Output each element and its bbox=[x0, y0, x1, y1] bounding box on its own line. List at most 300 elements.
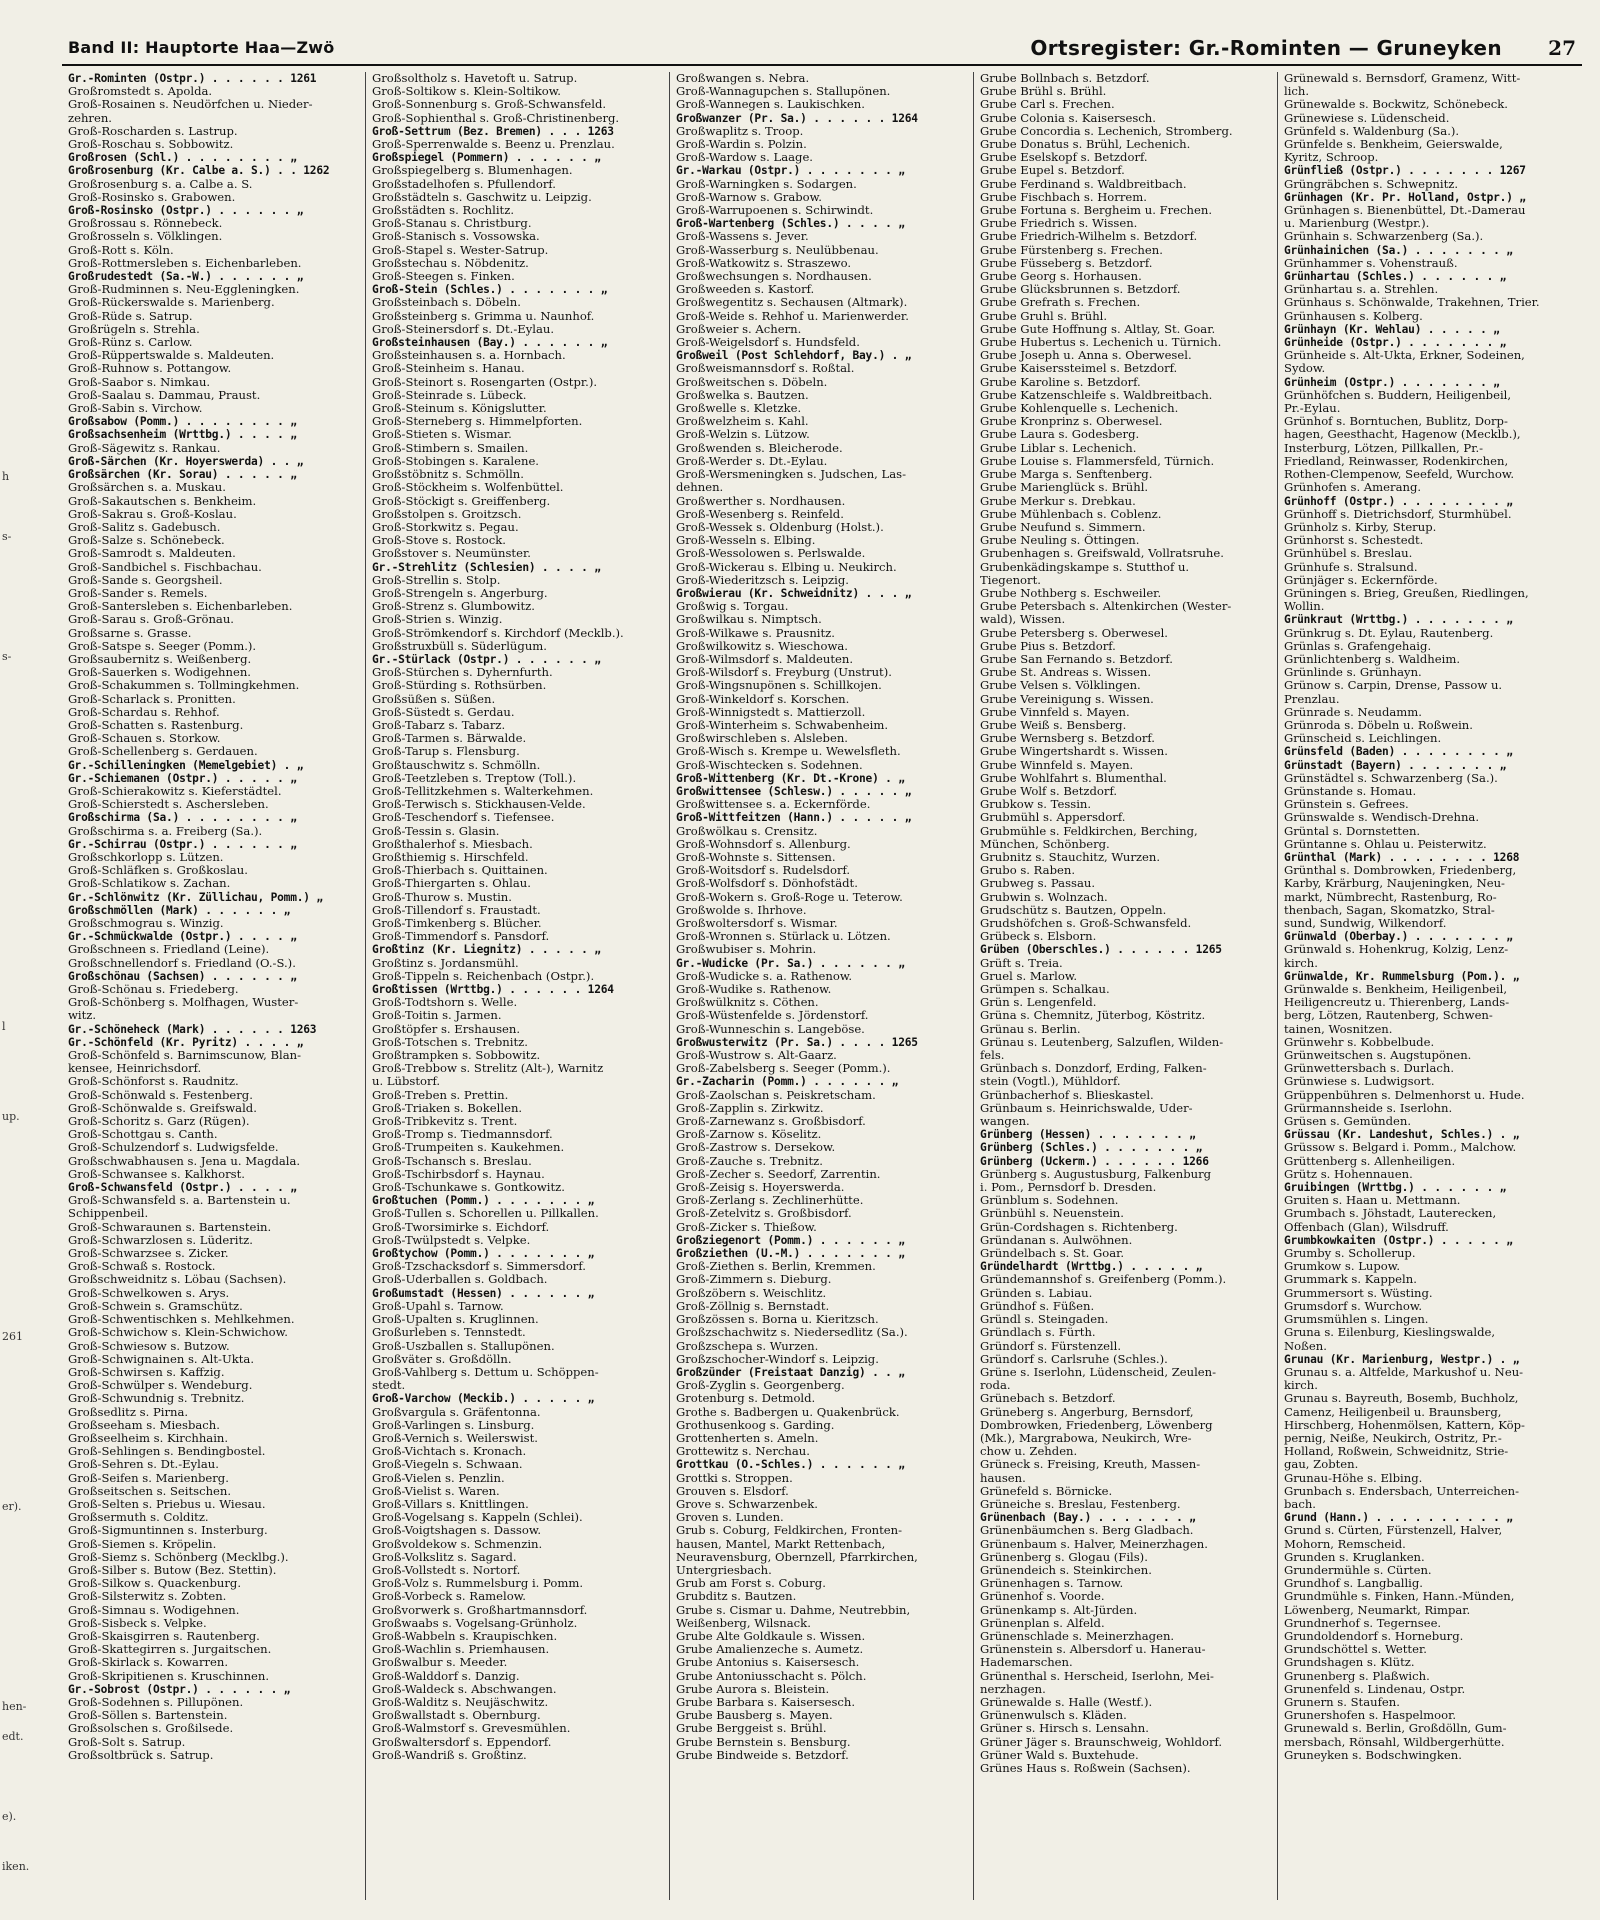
register-entry: Rothen-Clempenow, Seefeld, Wurchow. bbox=[1284, 468, 1515, 482]
place-heading-entry: Groß-Varchow (Meckib.) . . . . . „ bbox=[372, 1392, 595, 1406]
register-entry: Groß-Terwisch s. Stickhausen-Velde. bbox=[372, 798, 586, 812]
register-entry: Groß-Tullen s. Schorellen u. Pillkallen. bbox=[372, 1207, 599, 1221]
register-entry: Groß-Rosinsko s. Grabowen. bbox=[68, 190, 236, 204]
register-entry: Grube Neuling s. Öttingen. bbox=[980, 534, 1140, 548]
register-entry: Groß-Stove s. Rostock. bbox=[372, 534, 506, 548]
place-heading-entry: Großziegenort (Pomm.) . . . . . . „ bbox=[676, 1233, 905, 1247]
register-entry: Grünenstein s. Albersdorf u. Hanerau- bbox=[980, 1643, 1206, 1657]
register-entry: Grünhausen s. Kolberg. bbox=[1284, 309, 1423, 323]
register-entry: Groß-Stobingen s. Karalene. bbox=[372, 454, 539, 468]
register-entry: Grube Bindweide s. Betzdorf. bbox=[676, 1748, 849, 1762]
register-entry: Großrügeln s. Strehla. bbox=[68, 322, 200, 336]
register-entry: Grünbach s. Donzdorf, Erding, Falken- bbox=[980, 1062, 1207, 1076]
place-heading-entry: Großschmöllen (Mark) . . . . . . „ bbox=[68, 903, 291, 917]
register-entry: Großthalerhof s. Miesbach. bbox=[372, 837, 533, 851]
place-heading-entry: Gruibingen (Wrttbg.) . . . . . . „ bbox=[1284, 1181, 1507, 1195]
register-entry: Grumkow s. Lupow. bbox=[1284, 1260, 1400, 1274]
register-entry: Groß-Wilsdorf s. Freyburg (Unstrut). bbox=[676, 666, 892, 680]
register-entry: Groß-Wustrow s. Alt-Gaarz. bbox=[676, 1049, 837, 1063]
register-entry: Friedland, Reinwasser, Rodenkirchen, bbox=[1284, 454, 1509, 468]
place-heading-entry: Gr.-Stürlack (Ostpr.) . . . . . . „ bbox=[372, 652, 601, 666]
register-entry: Großwig s. Torgau. bbox=[676, 600, 789, 614]
register-entry: Grüneberg s. Angerburg, Bernsdorf, bbox=[980, 1405, 1194, 1419]
register-range-title: Ortsregister: Gr.-Rominten — Gruneyken bbox=[1030, 36, 1502, 60]
register-entry: Karby, Krärburg, Naujeningken, Neu- bbox=[1284, 877, 1505, 891]
register-entry: Groß-Skaisgirren s. Rautenberg. bbox=[68, 1629, 260, 1643]
register-entry: Groß-Teetzleben s. Treptow (Toll.). bbox=[372, 771, 577, 785]
register-entry: Grube Mühlenbach s. Coblenz. bbox=[980, 507, 1162, 521]
register-entry: Groß-Voigtshagen s. Dassow. bbox=[372, 1524, 542, 1538]
register-entry: Groß-Schierstedt s. Aschersleben. bbox=[68, 798, 269, 812]
place-heading-entry: Großrosenburg (Kr. Calbe a. S.) . . 1262 bbox=[68, 164, 330, 178]
register-entry: Grünlinde s. Grünhayn. bbox=[1284, 666, 1422, 680]
register-entry: Großwirschleben s. Alsleben. bbox=[676, 732, 848, 746]
register-entry: Groß-Teschendorf s. Tiefensee. bbox=[372, 811, 555, 825]
register-entry: Großwerther s. Nordhausen. bbox=[676, 494, 846, 508]
register-entry: Großwangen s. Nebra. bbox=[676, 72, 810, 85]
register-entry: Groß-Weide s. Rehhof u. Marienwerder. bbox=[676, 309, 909, 323]
register-entry: Groß-Volkslitz s. Sagard. bbox=[372, 1550, 517, 1564]
register-entry: Gruneyken s. Bodschwingken. bbox=[1284, 1748, 1462, 1762]
place-heading-entry: Grünberg (Schles.) . . . . . . . „ bbox=[980, 1141, 1203, 1155]
register-entry: Grubnitz s. Stauchitz, Wurzen. bbox=[980, 850, 1161, 864]
register-entry: Groß-Zyglin s. Georgenberg. bbox=[676, 1379, 845, 1393]
register-entry: Groß-Upalten s. Kruglinnen. bbox=[372, 1313, 539, 1327]
place-heading-entry: Gr.-Zacharin (Pomm.) . . . . . . „ bbox=[676, 1075, 899, 1089]
register-entry: hagen, Geesthacht, Hagenow (Mecklb.), bbox=[1284, 428, 1521, 442]
register-entry: Hirschberg, Hohenmölsen, Kattern, Köp- bbox=[1284, 1418, 1525, 1432]
place-heading-entry: Gr.-Schönfeld (Kr. Pyritz) . . . . „ bbox=[68, 1035, 304, 1049]
register-entry: Grünes Haus s. Roßwein (Sachsen). bbox=[980, 1762, 1191, 1775]
register-entry: Groß-Wilmsdorf s. Maldeuten. bbox=[676, 652, 854, 666]
register-entry: Groß-Tromp s. Tiedmannsdorf. bbox=[372, 1128, 553, 1142]
register-entry: Grünwehr s. Kobbelbude. bbox=[1284, 1035, 1435, 1049]
register-entry: Grundmühle s. Finken, Hann.-Münden, bbox=[1284, 1590, 1515, 1604]
register-entry: Groß-Saabor s. Nimkau. bbox=[68, 375, 211, 389]
register-entry: Prenzlau. bbox=[1284, 692, 1340, 706]
register-entry: Grouven s. Elsdorf. bbox=[676, 1484, 789, 1498]
register-entry: Groß-Söllen s. Bartenstein. bbox=[68, 1709, 228, 1723]
place-heading-entry: Grünberg (Hessen) . . . . . . . „ bbox=[980, 1128, 1196, 1142]
register-entry: Großzschachwitz s. Niedersedlitz (Sa.). bbox=[676, 1326, 908, 1340]
register-entry: Grothusenkoog s. Garding. bbox=[676, 1418, 835, 1432]
register-entry: Groß-Uderballen s. Goldbach. bbox=[372, 1273, 548, 1287]
register-entry: Groß-Stürchen s. Dyhernfurth. bbox=[372, 666, 553, 680]
register-entry: Grünewalde s. Halle (Westf.). bbox=[980, 1695, 1153, 1709]
register-entry: Grünau s. Leutenberg, Salzuflen, Wilden- bbox=[980, 1035, 1224, 1049]
register-entry: Grünbaum s. Heinrichswalde, Uder- bbox=[980, 1101, 1193, 1115]
register-entry: Grünhofen s. Amerang. bbox=[1284, 481, 1422, 495]
register-entry: Grundschöttel s. Wetter. bbox=[1284, 1643, 1427, 1657]
register-entry: Grudshöfchen s. Groß-Schwansfeld. bbox=[980, 917, 1192, 930]
register-entry: Groß-Salze s. Schönebeck. bbox=[68, 534, 225, 548]
margin-fragment: s- bbox=[2, 650, 12, 663]
register-entry: Grunau-Höhe s. Elbing. bbox=[1284, 1471, 1423, 1485]
register-entry: Groß-Wronnen s. Stürlack u. Lötzen. bbox=[676, 930, 891, 944]
register-entry: hausen. bbox=[980, 1471, 1026, 1485]
register-entry: Grundshagen s. Klütz. bbox=[1284, 1656, 1415, 1670]
register-entry: Groß-Wessek s. Oldenburg (Holst.). bbox=[676, 520, 884, 534]
register-entry: Großsüßen s. Süßen. bbox=[372, 692, 496, 706]
register-entry: Groß-Walddorf s. Danzig. bbox=[372, 1669, 520, 1683]
register-entry: Grub am Forst s. Coburg. bbox=[676, 1577, 826, 1591]
register-entry: Dombrowken, Friedenberg, Löwenberg bbox=[980, 1418, 1213, 1432]
register-entry: Groß-Werder s. Dt.-Eylau. bbox=[676, 454, 828, 468]
register-entry: Grünebach s. Betzdorf. bbox=[980, 1392, 1116, 1406]
place-heading-entry: Grünhainichen (Sa.) . . . . . . . „ bbox=[1284, 243, 1513, 257]
place-heading-entry: Großtinz (Kr. Liegnitz) . . . . . „ bbox=[372, 943, 601, 957]
register-entry: Groß-Varlingen s. Linsburg. bbox=[372, 1418, 535, 1432]
register-entry: Groß-Sakautschen s. Benkheim. bbox=[68, 494, 257, 508]
register-entry: Grube Fortuna s. Bergheim u. Frechen. bbox=[980, 204, 1212, 218]
register-entry: Groß-Wassens s. Jever. bbox=[676, 230, 809, 244]
place-heading-entry: Gr.-Schmückwalde (Ostpr.) . . . . „ bbox=[68, 930, 297, 944]
register-entry: Groß-Rosainen s. Neudörfchen u. Nieder- bbox=[68, 98, 313, 112]
register-entry: Groß-Wilkawe s. Prausnitz. bbox=[676, 626, 835, 640]
register-entry: stein (Vogtl.), Mühldorf. bbox=[980, 1075, 1121, 1089]
register-entry: Großschneen s. Friedland (Leine). bbox=[68, 943, 270, 957]
register-entry: München, Schönberg. bbox=[980, 837, 1110, 851]
register-entry: Grund s. Cürten, Fürstenzell, Halver, bbox=[1284, 1524, 1503, 1538]
register-entry: Grundhof s. Langballig. bbox=[1284, 1577, 1423, 1591]
register-entry: Großschkorlopp s. Lützen. bbox=[68, 850, 224, 864]
register-entry: Groß-Stanisch s. Vossowska. bbox=[372, 230, 540, 244]
register-entry: Groß-Roschau s. Sobbowitz. bbox=[68, 138, 234, 152]
register-entry: Groß-Stanau s. Christburg. bbox=[372, 217, 532, 231]
register-entry: Grünenberg s. Glogau (Fils). bbox=[980, 1550, 1148, 1564]
register-entry: Heiligencreutz u. Thierenberg, Lands- bbox=[1284, 996, 1510, 1010]
register-entry: Groß-Welzin s. Lützow. bbox=[676, 428, 810, 442]
register-entry: Großwoltersdorf s. Wismar. bbox=[676, 917, 838, 930]
register-entry: Grube Bausberg s. Mayen. bbox=[676, 1709, 833, 1723]
register-column-1 bbox=[62, 72, 366, 1900]
register-entry: Kyritz, Schroop. bbox=[1284, 151, 1379, 165]
place-heading-entry: Gr.-Schöneheck (Mark) . . . . . . 1263 bbox=[68, 1022, 317, 1036]
register-entry: Groß-Selten s. Priebus u. Wiesau. bbox=[68, 1497, 266, 1511]
register-entry: Großstädten s. Rochlitz. bbox=[372, 204, 515, 218]
register-entry: Grünbühl s. Neuenstein. bbox=[980, 1207, 1124, 1221]
register-entry: Großzössen s. Borna u. Kieritzsch. bbox=[676, 1313, 879, 1327]
place-heading-entry: Gr.-Schirrau (Ostpr.) . . . . . . „ bbox=[68, 837, 297, 851]
margin-fragment: iken. bbox=[2, 1860, 30, 1873]
register-entry: Großwölkau s. Crensitz. bbox=[676, 824, 818, 838]
register-entry: Großwallstadt s. Obernburg. bbox=[372, 1709, 541, 1723]
register-entry: Groß-Sandbichel s. Fischbachau. bbox=[68, 560, 262, 574]
register-entry: Grünrade s. Neudamm. bbox=[1284, 705, 1422, 719]
register-entry: Groven s. Lunden. bbox=[676, 1511, 784, 1525]
register-entry: Groß-Tippeln s. Reichenbach (Ostpr.). bbox=[372, 969, 595, 983]
register-entry: Grünhof s. Borntuchen, Bublitz, Dorp- bbox=[1284, 415, 1508, 429]
register-entry: Groß-Wüstenfelde s. Jördenstorf. bbox=[676, 1009, 869, 1023]
register-entry: Grunenfeld s. Lindenau, Ostpr. bbox=[1284, 1682, 1466, 1696]
register-entry: Großspiegelberg s. Blumenhagen. bbox=[372, 164, 573, 178]
register-entry: Grube Concordia s. Lechenich, Stromberg. bbox=[980, 124, 1233, 138]
margin-fragment: h bbox=[2, 470, 10, 483]
register-entry: Grunbach s. Endersbach, Unterreichen- bbox=[1284, 1484, 1520, 1498]
register-entry: Groß-Wickerau s. Elbing u. Neukirch. bbox=[676, 560, 897, 574]
register-entry: Groß-Volz s. Rummelsburg i. Pomm. bbox=[372, 1577, 584, 1591]
register-entry: Grunau s. a. Altfelde, Markushof u. Neu- bbox=[1284, 1365, 1524, 1379]
register-entry: Grube Merkur s. Drebkau. bbox=[980, 494, 1136, 508]
register-entry: Groß-Zaolschan s. Peiskretscham. bbox=[676, 1088, 876, 1102]
register-entry: Grüneiche s. Breslau, Festenberg. bbox=[980, 1497, 1181, 1511]
register-entry: Groß-Schwein s. Gramschütz. bbox=[68, 1299, 243, 1313]
register-entry: Groß-Steegen s. Finken. bbox=[372, 270, 515, 284]
register-entry: Grube Gute Hoffnung s. Altlay, St. Goar. bbox=[980, 322, 1216, 336]
register-entry: Grüne s. Iserlohn, Lüdenscheid, Zeulen- bbox=[980, 1365, 1217, 1379]
register-entry: Grünenbäumchen s. Berg Gladbach. bbox=[980, 1524, 1194, 1538]
register-entry: Grunau s. Bayreuth, Bosemb, Buchholz, bbox=[1284, 1392, 1519, 1406]
register-entry: Groß-Rünz s. Carlow. bbox=[68, 336, 193, 350]
register-entry: Grumsdorf s. Wurchow. bbox=[1284, 1299, 1423, 1313]
register-entry: Groß-Storkwitz s. Pegau. bbox=[372, 520, 519, 534]
register-entry: Grünbacherhof s. Blieskastel. bbox=[980, 1088, 1154, 1102]
register-entry: sund, Sundwig, Wilkendorf. bbox=[1284, 917, 1447, 930]
register-entry: Groß-Wudicke s. a. Rathenow. bbox=[676, 969, 853, 983]
register-entry: Grüningen s. Brieg, Greußen, Riedlingen, bbox=[1284, 586, 1529, 600]
register-entry: Groß-Wohnsdorf s. Allenburg. bbox=[676, 837, 851, 851]
register-entry: Groß-Zarnow s. Köselitz. bbox=[676, 1128, 822, 1142]
register-entry: Grube Kohlenquelle s. Lechenich. bbox=[980, 402, 1179, 416]
register-entry: Grünstande s. Homau. bbox=[1284, 784, 1417, 798]
register-entry: Groß-Sabin s. Virchow. bbox=[68, 402, 203, 416]
register-entry: Großsärchen s. a. Muskau. bbox=[68, 481, 226, 495]
register-column-3 bbox=[670, 72, 974, 1900]
register-entry: Grünkrug s. Dt. Eylau, Rautenberg. bbox=[1284, 626, 1494, 640]
place-heading-entry: Großwierau (Kr. Schweidnitz) . . . „ bbox=[676, 586, 912, 600]
register-entry: Grünberg s. Augustusburg, Falkenburg bbox=[980, 1167, 1212, 1181]
register-entry: wangen. bbox=[980, 1115, 1030, 1129]
register-entry: Groß-Tillendorf s. Fraustadt. bbox=[372, 903, 541, 917]
register-entry: Groß-Schwarzlosen s. Lüderitz. bbox=[68, 1233, 253, 1247]
register-entry: Großsoltholz s. Havetoft u. Satrup. bbox=[372, 72, 578, 85]
register-entry: Gründlach s. Fürth. bbox=[980, 1326, 1096, 1340]
place-heading-entry: Grünkraut (Wrttbg.) . . . . . . . „ bbox=[1284, 613, 1513, 627]
register-entry: Großwaltersdorf s. Eppendorf. bbox=[372, 1735, 552, 1749]
register-entry: Grünfeld s. Waldenburg (Sa.). bbox=[1284, 124, 1460, 138]
place-heading-entry: Grünsfeld (Baden) . . . . . . . . „ bbox=[1284, 745, 1513, 759]
register-entry: Grün-Cordshagen s. Richtenberg. bbox=[980, 1220, 1178, 1234]
place-heading-entry: Grünhayn (Kr. Wehlau) . . . . . „ bbox=[1284, 322, 1500, 336]
register-entry: Groß-Wesenberg s. Reinfeld. bbox=[676, 507, 844, 521]
register-entry: Groß-Sarau s. Groß-Grönau. bbox=[68, 613, 234, 627]
margin-fragment: er). bbox=[2, 1500, 22, 1513]
place-heading-entry: Grüben (Oberschles.) . . . . . . 1265 bbox=[980, 943, 1222, 957]
place-heading-entry: Gr.-Strehlitz (Schlesien) . . . . „ bbox=[372, 560, 601, 574]
register-entry: Großseelheim s. Kirchhain. bbox=[68, 1431, 229, 1445]
register-entry: Groß-Strengeln s. Angerburg. bbox=[372, 586, 548, 600]
register-entry: Großurleben s. Tennstedt. bbox=[372, 1326, 526, 1340]
register-entry: Grudschütz s. Bautzen, Oppeln. bbox=[980, 903, 1167, 917]
register-entry: Groß-Treben s. Prettin. bbox=[372, 1088, 509, 1102]
place-heading-entry: Großtychow (Pomm.) . . . . . . . „ bbox=[372, 1247, 595, 1261]
register-entry: Groß-Warnow s. Grabow. bbox=[676, 190, 822, 204]
register-entry: Groß-Sophienthal s. Groß-Christinenberg. bbox=[372, 111, 620, 125]
register-entry: Grube Glücksbrunnen s. Betzdorf. bbox=[980, 283, 1181, 297]
register-entry: Grube Friedrich-Wilhelm s. Betzdorf. bbox=[980, 230, 1198, 244]
register-entry: Grünenschlade s. Meinerzhagen. bbox=[980, 1629, 1175, 1643]
register-entry: Grünlichtenberg s. Waldheim. bbox=[1284, 652, 1461, 666]
register-entry: Groß-Schönberg s. Molfhagen, Wuster- bbox=[68, 996, 299, 1010]
register-entry: Grottewitz s. Nerchau. bbox=[676, 1445, 810, 1459]
register-entry: Groß-Schönforst s. Raudnitz. bbox=[68, 1075, 239, 1089]
register-entry: Grube Ferdinand s. Waldbreitbach. bbox=[980, 177, 1187, 191]
register-entry: Grub s. Coburg, Feldkirchen, Fronten- bbox=[676, 1524, 903, 1538]
register-entry: Grube Nothberg s. Eschweiler. bbox=[980, 586, 1162, 600]
register-entry: Grube Fürstenberg s. Frechen. bbox=[980, 243, 1163, 257]
register-entry: Großsermuth s. Colditz. bbox=[68, 1511, 209, 1525]
register-entry: Groß-Zimmern s. Dieburg. bbox=[676, 1273, 832, 1287]
register-entry: Grube Bernstein s. Bensburg. bbox=[676, 1735, 851, 1749]
register-entry: Grünenhof s. Voorde. bbox=[980, 1590, 1105, 1604]
register-entry: Löwenberg, Neumarkt, Rimpar. bbox=[1284, 1603, 1471, 1617]
register-entry: Groß-Schwignainen s. Alt-Ukta. bbox=[68, 1352, 254, 1366]
register-entry: Grünhorst s. Schestedt. bbox=[1284, 534, 1424, 548]
register-entry: Grünwiese s. Ludwigsort. bbox=[1284, 1075, 1435, 1089]
register-entry: Groß-Schwichow s. Klein-Schwichow. bbox=[68, 1326, 288, 1340]
register-entry: Groß-Sehren s. Dt.-Eylau. bbox=[68, 1458, 219, 1472]
register-entry: nerzhagen. bbox=[980, 1682, 1046, 1696]
register-entry: Groß-Triaken s. Bokellen. bbox=[372, 1101, 523, 1115]
register-entry: Großwelka s. Bautzen. bbox=[676, 388, 809, 402]
register-entry: Groß-Vogelsang s. Kappeln (Schlei). bbox=[372, 1511, 583, 1525]
register-entry: Großromstedt s. Apolda. bbox=[68, 85, 213, 99]
register-entry: kensee, Heinrichsdorf. bbox=[68, 1062, 202, 1076]
register-entry: Großsarne s. Grasse. bbox=[68, 626, 192, 640]
register-entry: Groß-Sehlingen s. Bendingbostel. bbox=[68, 1445, 266, 1459]
register-entry: Grumby s. Schollerup. bbox=[1284, 1247, 1416, 1261]
register-entry: Groß-Winkeldorf s. Korschen. bbox=[676, 692, 850, 706]
register-entry: Holland, Roßwein, Schweidnitz, Strie- bbox=[1284, 1445, 1509, 1459]
register-entry: Grumsmühlen s. Lingen. bbox=[1284, 1313, 1429, 1327]
register-entry: Groß-Sonnenburg s. Groß-Schwansfeld. bbox=[372, 98, 607, 112]
register-entry: Grube Alte Goldkaule s. Wissen. bbox=[676, 1629, 866, 1643]
register-entry: Grüttenberg s. Allenheiligen. bbox=[1284, 1154, 1456, 1168]
register-entry: Grube Katzenschleife s. Waldbreitbach. bbox=[980, 388, 1213, 402]
place-heading-entry: Großschirma (Sa.) . . . . . . . . „ bbox=[68, 811, 297, 825]
register-entry: Groß-Wandriß s. Großtinz. bbox=[372, 1748, 527, 1762]
register-entry: Grünenplan s. Alfeld. bbox=[980, 1616, 1105, 1630]
register-entry: Grünhammer s. Vohenstrauß. bbox=[1284, 256, 1458, 270]
register-entry: Grundermühle s. Cürten. bbox=[1284, 1563, 1432, 1577]
register-entry: Groß-Silsterwitz s. Zobten. bbox=[68, 1590, 227, 1604]
place-heading-entry: Grünheide (Ostpr.) . . . . . . . „ bbox=[1284, 336, 1507, 350]
register-entry: Grube Petersberg s. Oberwesel. bbox=[980, 626, 1168, 640]
register-entry: Großweismannsdorf s. Roßtal. bbox=[676, 362, 855, 376]
register-entry: Großwaplitz s. Troop. bbox=[676, 124, 804, 138]
register-entry: Groß-Upahl s. Tarnow. bbox=[372, 1299, 504, 1313]
register-entry: Großwelle s. Kletzke. bbox=[676, 402, 802, 416]
register-entry: Großschnellendorf s. Friedland (O.-S.). bbox=[68, 956, 296, 970]
place-heading-entry: Gr.-Rominten (Ostpr.) . . . . . . 1261 bbox=[68, 72, 317, 85]
register-entry: Grube Füsseberg s. Betzdorf. bbox=[980, 256, 1153, 270]
place-heading-entry: Grünstadt (Bayern) . . . . . . . „ bbox=[1284, 758, 1507, 772]
register-entry: Grube Wolf s. Betzdorf. bbox=[980, 784, 1118, 798]
register-entry: Groß-Thurow s. Mustin. bbox=[372, 890, 512, 904]
register-entry: Groß-Simnau s. Wodigehnen. bbox=[68, 1603, 240, 1617]
register-entry: Groß-Uszballen s. Stallupönen. bbox=[372, 1339, 555, 1353]
register-entry: Großschwabhausen s. Jena u. Magdala. bbox=[68, 1154, 301, 1168]
register-entry: Groß-Sperrenwalde s. Beenz u. Prenzlau. bbox=[372, 138, 615, 152]
place-heading-entry: Grund (Hann.) . . . . . . . . . . „ bbox=[1284, 1511, 1513, 1525]
register-entry: Grube Winnfeld s. Mayen. bbox=[980, 758, 1134, 772]
register-entry: Groß-Walmstorf s. Grevesmühlen. bbox=[372, 1722, 571, 1736]
register-entry: Grubditz s. Bautzen. bbox=[676, 1590, 797, 1604]
register-entry: Großrossau s. Rönnebeck. bbox=[68, 217, 223, 231]
register-entry: Grube Georg s. Horhausen. bbox=[980, 270, 1142, 284]
register-entry: Grube Neufund s. Simmern. bbox=[980, 520, 1146, 534]
register-entry: Groß-Zerlang s. Zechlinerhütte. bbox=[676, 1194, 864, 1208]
register-entry: Groß-Ruhnow s. Pottangow. bbox=[68, 362, 232, 376]
register-entry: Großwelzheim s. Kahl. bbox=[676, 415, 809, 429]
margin-fragment: e). bbox=[2, 1810, 17, 1823]
register-entry: Groß-Sakrau s. Groß-Koslau. bbox=[68, 507, 237, 521]
place-heading-entry: Großtissen (Wrttbg.) . . . . . . 1264 bbox=[372, 983, 614, 997]
register-entry: Groß-Rüde s. Satrup. bbox=[68, 309, 193, 323]
register-entry: Grube Pius s. Betzdorf. bbox=[980, 639, 1116, 653]
register-entry: Großwittensee s. a. Eckernförde. bbox=[676, 798, 871, 812]
register-entry: Großstöbnitz s. Schmölln. bbox=[372, 468, 524, 482]
register-entry: Grummersort s. Wüsting. bbox=[1284, 1286, 1433, 1300]
register-entry: Großstadelhofen s. Pfullendorf. bbox=[372, 177, 556, 191]
register-entry: Grünweitschen s. Augstupönen. bbox=[1284, 1049, 1472, 1063]
register-entry: Groß-Wiederitzsch s. Leipzig. bbox=[676, 573, 849, 587]
register-entry: Groß-Tworsimirke s. Eichdorf. bbox=[372, 1220, 550, 1234]
place-heading-entry: Großrudestedt (Sa.-W.) . . . . . . „ bbox=[68, 270, 304, 284]
place-heading-entry: Großwusterwitz (Pr. Sa.) . . . . 1265 bbox=[676, 1035, 918, 1049]
register-entry: Groß-Sterneberg s. Himmelpforten. bbox=[372, 415, 583, 429]
register-entry: Groß-Schakummen s. Tollmingkehmen. bbox=[68, 679, 300, 693]
register-entry: Grube Friedrich s. Wissen. bbox=[980, 217, 1138, 231]
register-entry: Grünwettersbach s. Durlach. bbox=[1284, 1062, 1455, 1076]
register-entry: Groß-Vichtach s. Kronach. bbox=[372, 1445, 527, 1459]
register-entry: Groß-Zeisig s. Hoyerswerda. bbox=[676, 1181, 845, 1195]
register-entry: hausen, Mantel, Markt Rettenbach, bbox=[676, 1537, 886, 1551]
register-entry: Grünewalde s. Bockwitz, Schönebeck. bbox=[1284, 98, 1508, 112]
register-entry: Mohorn, Remscheid. bbox=[1284, 1537, 1406, 1551]
register-entry: Grüna s. Chemnitz, Jüterbog, Köstritz. bbox=[980, 1009, 1206, 1023]
register-entry: Groß-Solt s. Satrup. bbox=[68, 1735, 186, 1749]
register-entry: lich. bbox=[1284, 85, 1310, 99]
register-entry: tainen, Wosnitzen. bbox=[1284, 1022, 1393, 1036]
register-entry: Großstover s. Neumünster. bbox=[372, 547, 531, 561]
register-entry: Grube Vereinigung s. Wissen. bbox=[980, 692, 1154, 706]
register-entry: Groß-Zecher s. Seedorf, Zarrentin. bbox=[676, 1167, 881, 1181]
place-heading-entry: Grumbkowkaiten (Ostpr.) . . . . . „ bbox=[1284, 1233, 1513, 1247]
register-entry: Groß-Schwarzsee s. Zicker. bbox=[68, 1247, 229, 1261]
place-heading-entry: Groß-Särchen (Kr. Hoyerswerda) . . „ bbox=[68, 454, 304, 468]
register-entry: Groß-Wesseln s. Elbing. bbox=[676, 534, 816, 548]
place-heading-entry: Grünwald (Oberbay.) . . . . . . . „ bbox=[1284, 930, 1513, 944]
register-entry: Groß-Steinum s. Königslutter. bbox=[372, 402, 547, 416]
register-entry: Groß-Rüppertswalde s. Maldeuten. bbox=[68, 349, 275, 363]
register-entry: Grünstein s. Gefrees. bbox=[1284, 798, 1409, 812]
register-entry: Grube Wernsberg s. Betzdorf. bbox=[980, 732, 1155, 746]
register-entry: Groß-Rückerswalde s. Marienberg. bbox=[68, 296, 275, 310]
register-entry: Großweitschen s. Döbeln. bbox=[676, 375, 828, 389]
register-entry: Grube Aurora s. Bleistein. bbox=[676, 1682, 830, 1696]
register-entry: Grünswalde s. Wendisch-Drehna. bbox=[1284, 811, 1480, 825]
register-entry: Groß-Thiergarten s. Ohlau. bbox=[372, 877, 531, 891]
register-entry: Grünau s. Berlin. bbox=[980, 1022, 1081, 1036]
register-entry: Großwalbur s. Meeder. bbox=[372, 1656, 508, 1670]
register-entry: Grünfelde s. Benkheim, Geierswalde, bbox=[1284, 138, 1503, 152]
register-entry: Großwülknitz s. Cöthen. bbox=[676, 996, 819, 1010]
register-entry: Großwilkau s. Nimptsch. bbox=[676, 613, 822, 627]
register-entry: mersbach, Rönsahl, Wildbergerhütte. bbox=[1284, 1735, 1505, 1749]
register-entry: Großwegentitz s. Sechausen (Altmark). bbox=[676, 296, 908, 310]
register-entry: Gründhof s. Füßen. bbox=[980, 1299, 1095, 1313]
